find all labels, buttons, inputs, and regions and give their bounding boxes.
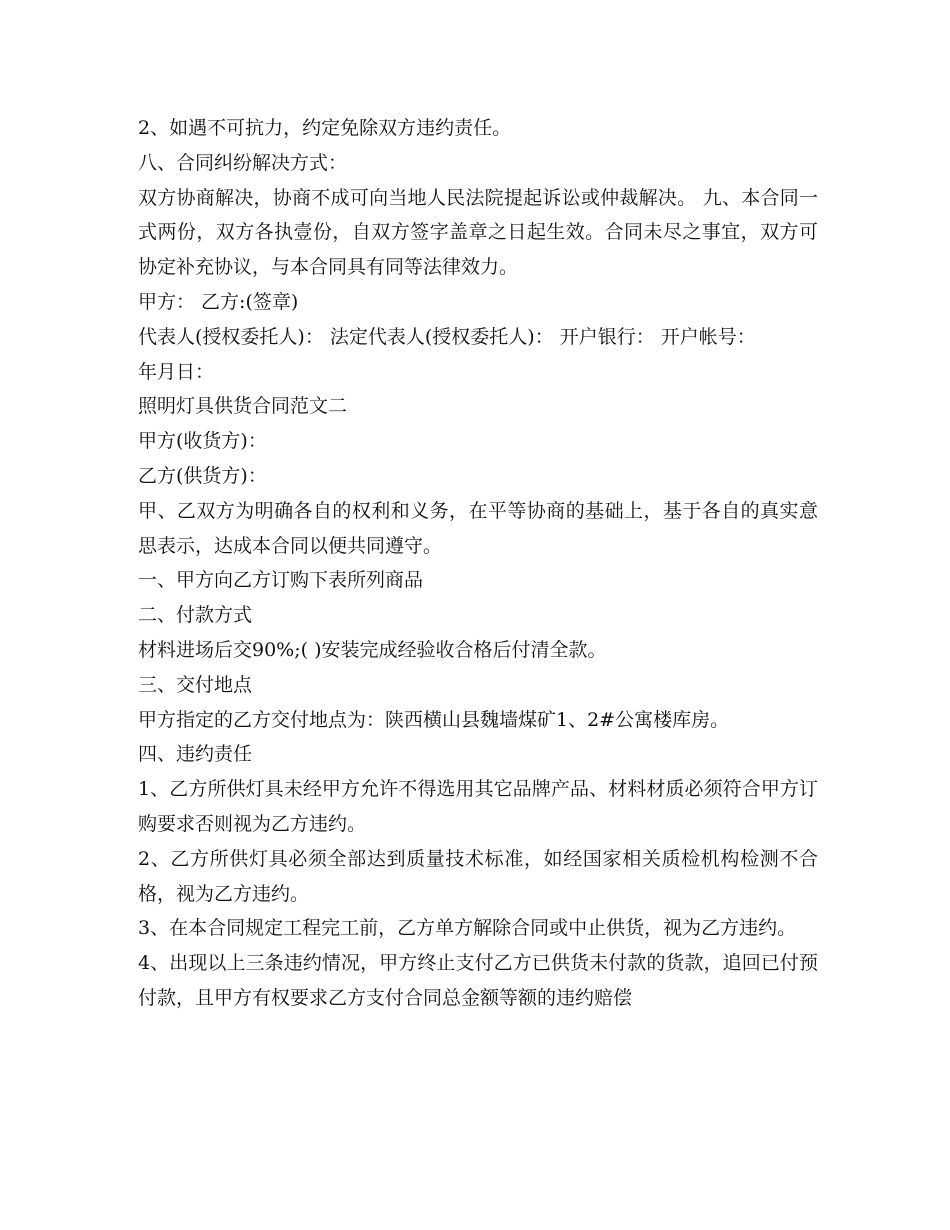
section-title-sample-two: 照明灯具供货合同范文二 bbox=[138, 395, 348, 418]
heading-order-goods: 一、甲方向乙方订购下表所列商品 bbox=[138, 569, 424, 592]
paragraph-breach-3: 3、在本合同规定工程完工前，乙方单方解除合同或中止供货，视为乙方违约。 bbox=[138, 917, 797, 940]
signature-representatives-line: 代表人(授权委托人)： 法定代表人(授权委托人)： 开户银行： 开户帐号： bbox=[138, 325, 756, 348]
document-body bbox=[138, 111, 818, 1016]
paragraph-breach-4: 4、出现以上三条违约情况，甲方终止支付乙方已供货未付款的货款，追回已付预付款，且甲方有权要求乙方支付合同总金额等额的违约赔偿 bbox=[138, 952, 818, 1009]
paragraph-payment: 材料进场后交90%;( )安装完成经验收合格后付清全款。 bbox=[138, 638, 607, 661]
signature-parties-line: 甲方： 乙方:(签章) bbox=[138, 290, 299, 313]
paragraph-force-majeure: 2、如遇不可抗力，约定免除双方违约责任。 bbox=[138, 117, 512, 139]
date-line: 年月日： bbox=[138, 360, 215, 383]
paragraph-dispute-resolution: 双方协商解决，协商不成可向当地人民法院提起诉讼或仲裁解决。 九、本合同一式两份，双方各执壹份，自双方签字盖章之日起生效。合同未尽之事宜，双方可协定补充协议，与本合同具有同等法律效力。 bbox=[138, 186, 818, 279]
party-b-line: 乙方(供货方)： bbox=[138, 464, 267, 487]
paragraph-delivery-location: 甲方指定的乙方交付地点为：陕西横山县魏墙煤矿1、2#公寓楼库房。 bbox=[138, 708, 730, 731]
paragraph-breach-2: 2、乙方所供灯具必须全部达到质量技术标准，如经国家相关质检机构检测不合格，视为乙方违约。 bbox=[138, 847, 818, 905]
heading-delivery-location: 三、交付地点 bbox=[138, 673, 253, 696]
heading-breach-liability: 四、违约责任 bbox=[138, 743, 253, 766]
paragraph-breach-1: 1、乙方所供灯具未经甲方允许不得选用其它品牌产品、材料材质必须符合甲方订购要求否则视为乙方违约。 bbox=[138, 778, 818, 835]
paragraph-preamble: 甲、乙双方为明确各自的权利和义务，在平等协商的基础上，基于各自的真实意思表示，达成本合同以便共同遵守。 bbox=[138, 499, 818, 557]
heading-dispute-resolution: 八、合同纠纷解决方式： bbox=[138, 151, 348, 174]
party-a-line: 甲方(收货方)： bbox=[138, 430, 267, 453]
heading-payment: 二、付款方式 bbox=[138, 604, 253, 627]
